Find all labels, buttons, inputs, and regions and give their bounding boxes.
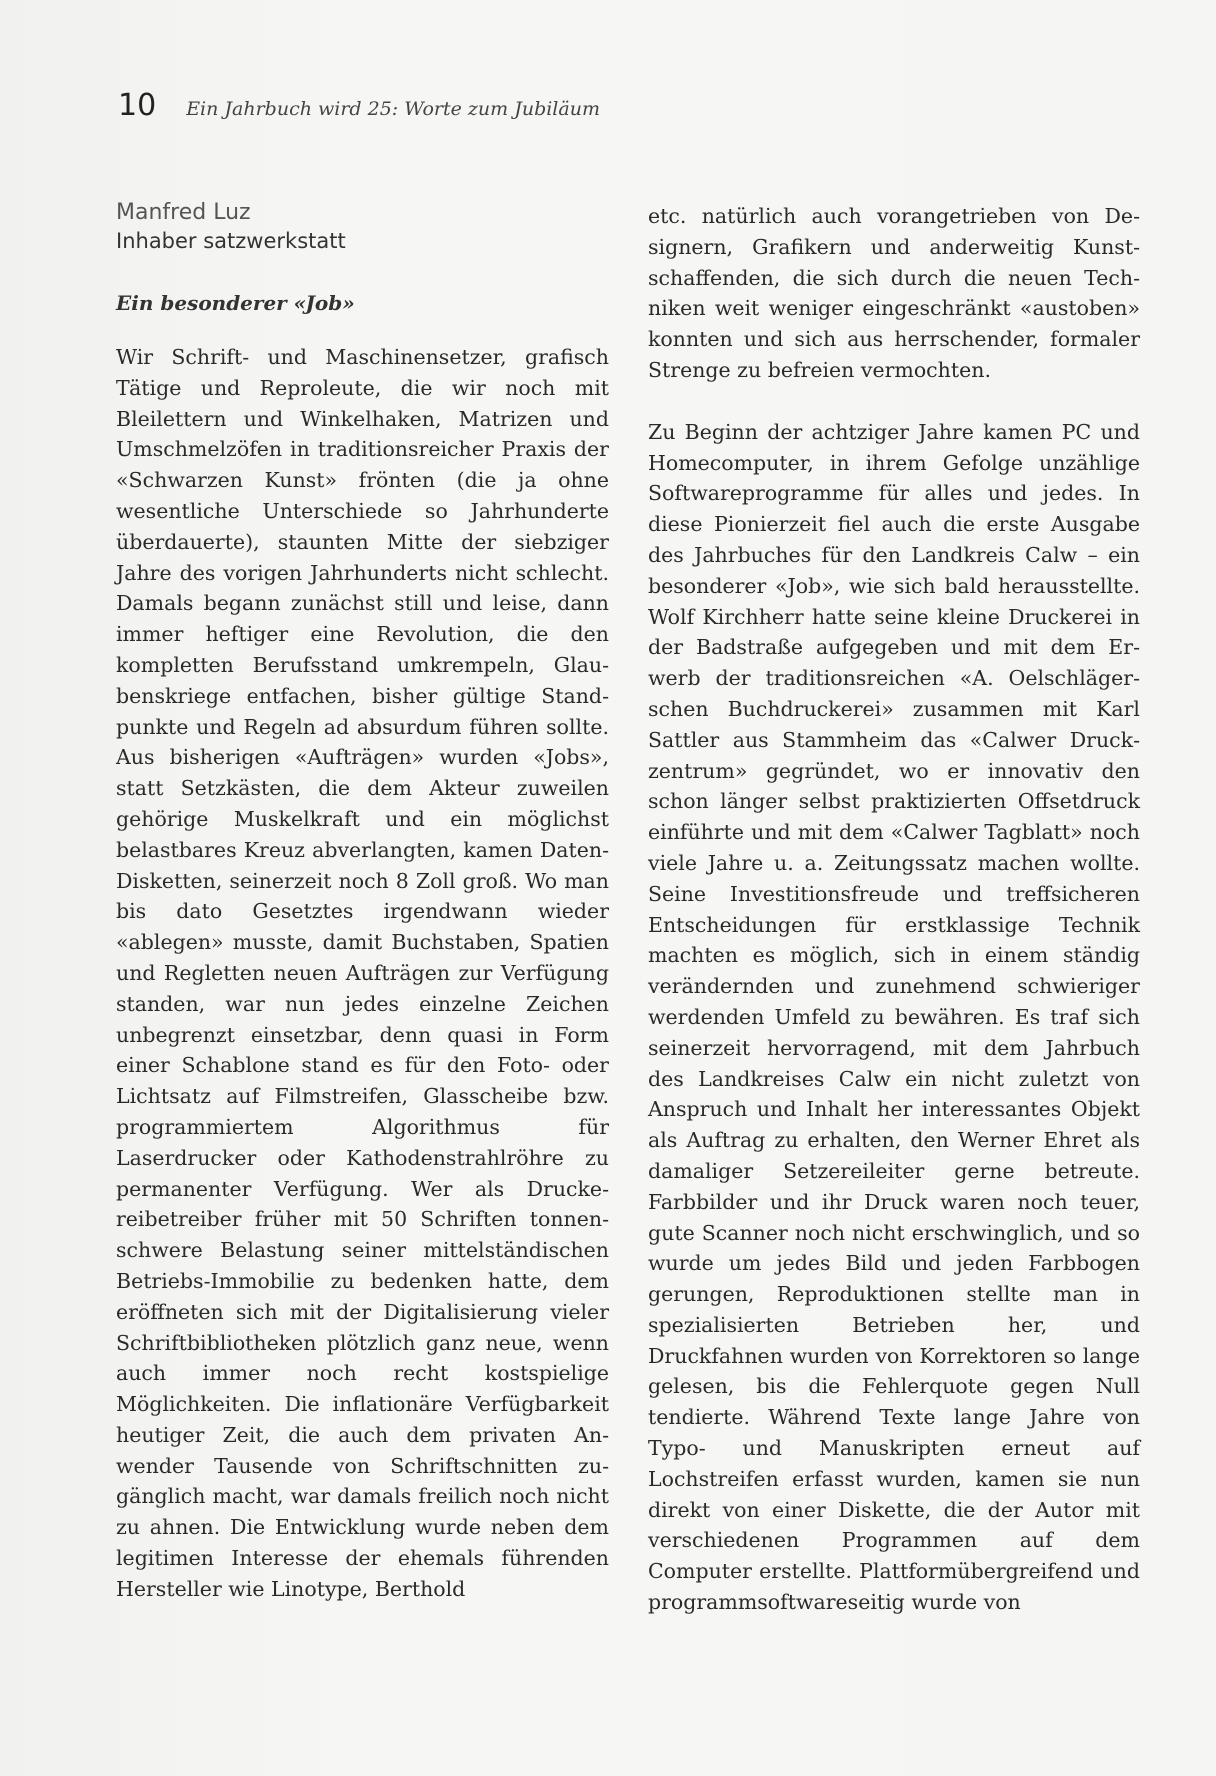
body-paragraph: Wir Schrift- und Maschinensetzer, grafisch Tätige und Reproleute, die wir noch mit Bleilettern und Winkelhaken, Matrizen und Umschmelzöfen in traditionsreicher Praxis der «Schwarzen Kunst» frönten (die ja ohne wesentliche Unterschiede so Jahrhunderte überdauerte), staunten Mitte der siebziger Jahre des vorigen Jahrhunderts nicht schlecht. Damals begann zunächst still und leise, dann immer heftiger eine Revolution, die den kompletten Berufsstand umkrempeln, Glaubenskriege entfachen, bisher gültige Standpunkte und Regeln ad absurdum führen sollte. Aus bisherigen «Aufträgen» wurden «Jobs», statt Setzkästen, die dem Akteur zuweilen gehörige Muskelkraft und ein möglichst belastbares Kreuz abverlangten, kamen Daten-Disketten, seinerzeit noch 8 Zoll groß. Wo man bis dato Gesetztes irgendwann wieder «ablegen» musste, damit Buchstaben, Spatien und Regletten neuen Aufträgen zur Verfügung standen, war nun jedes einzelne Zeichen unbegrenzt einsetzbar, denn quasi in Form einer Schablone stand es für den Foto- oder Lichtsatz auf Filmstreifen, Glasscheibe bzw. programmiertem Algorithmus für Laserdrucker oder Kathodenstrahlröhre zu permanenter Verfügung. Wer als Druckereibetreiber früher mit 50 Schriften tonnenschwere Belastung seiner mittelständischen Betriebs-Immobilie zu bedenken hatte, dem eröffneten sich mit der Digitalisierung vieler Schriftbibliotheken plötzlich ganz neue, wenn auch immer noch recht kostspielige Möglichkeiten. Die inflationäre Verfügbarkeit heutiger Zeit, die auch dem privaten Anwender Tausende von Schriftschnitten zugänglich macht, war damals freilich noch nicht zu ahnen. Die Entwicklung wurde neben dem legitimen Interesse der ehemals führenden Hersteller wie Linotype, Berthold [116, 345, 609, 1601]
author-role: Inhaber satzwerkstatt [116, 229, 346, 253]
left-column [116, 198, 609, 1605]
body-paragraph: Zu Beginn der achtziger Jahre kamen PC und Homecomputer, in ihrem Gefolge unzählige Softwareprogramme für alles und jedes. In diese Pionierzeit fiel auch die erste Ausgabe des Jahrbuches für den Landkreis Calw – ein besonderer «Job», wie sich bald herausstellte. Wolf Kirchherr hatte seine kleine Druckerei in der Badstraße aufgegeben und mit dem Erwerb der traditionsreichen «A. Oelschlägerschen Buchdruckerei» zusammen mit Karl Sattler aus Stammheim das «Calwer Druckzentrum» gegründet, wo er innovativ den schon länger selbst praktizierten Offsetdruck einführte und mit dem «Calwer Tagblatt» noch viele Jahre u. a. Zeitungssatz machen wollte. Seine Investitionsfreude und treffsicheren Entscheidungen für erstklassige Technik machten es möglich, sich in einem ständig verändernden und zunehmend schwieriger werdenden Umfeld zu bewähren. Es traf sich seinerzeit hervorragend, mit dem Jahrbuch des Landkreises Calw ein nicht zuletzt von Anspruch und Inhalt her interessantes Objekt als Auftrag zu erhalten, den Werner Ehret als damaliger Setzereileiter gerne betreute. Farbbilder und ihr Druck waren noch teuer, gute Scanner noch nicht erschwinglich, und so wurde um jedes Bild und jeden Farbbogen gerungen, Reproduktionen stellte man in spezialisierten Betrieben her, und Druckfahnen wurden von Korrektoren so lange gelesen, bis die Fehlerquote gegen Null tendierte. Während Texte lange Jahre von Typo- und Manuskripten erneut auf Lochstreifen erfasst wurden, kamen sie nun direkt von einer Diskette, die der Autor mit verschiedenen Programmen auf dem Computer erstellte. Plattformübergreifend und programmsoftwareseitig wurde von [648, 419, 1140, 1615]
author-name: Manfred Luz [116, 200, 251, 225]
page-number: 10 [118, 88, 157, 123]
running-head: Ein Jahrbuch wird 25: Worte zum Jubiläum [186, 98, 600, 120]
article-title: Ein besonderer «Job» [116, 291, 355, 315]
page-header [118, 88, 600, 123]
right-column [648, 201, 1140, 1618]
body-paragraph: etc. natürlich auch vorangetrieben von Designern, Grafikern und anderweitig Kunstschaffenden, die sich durch die neuen Techniken weit weniger eingeschränkt «austoben» konnten und sich aus herrschender, formaler Strenge zu befreien vermochten. [648, 204, 1140, 382]
